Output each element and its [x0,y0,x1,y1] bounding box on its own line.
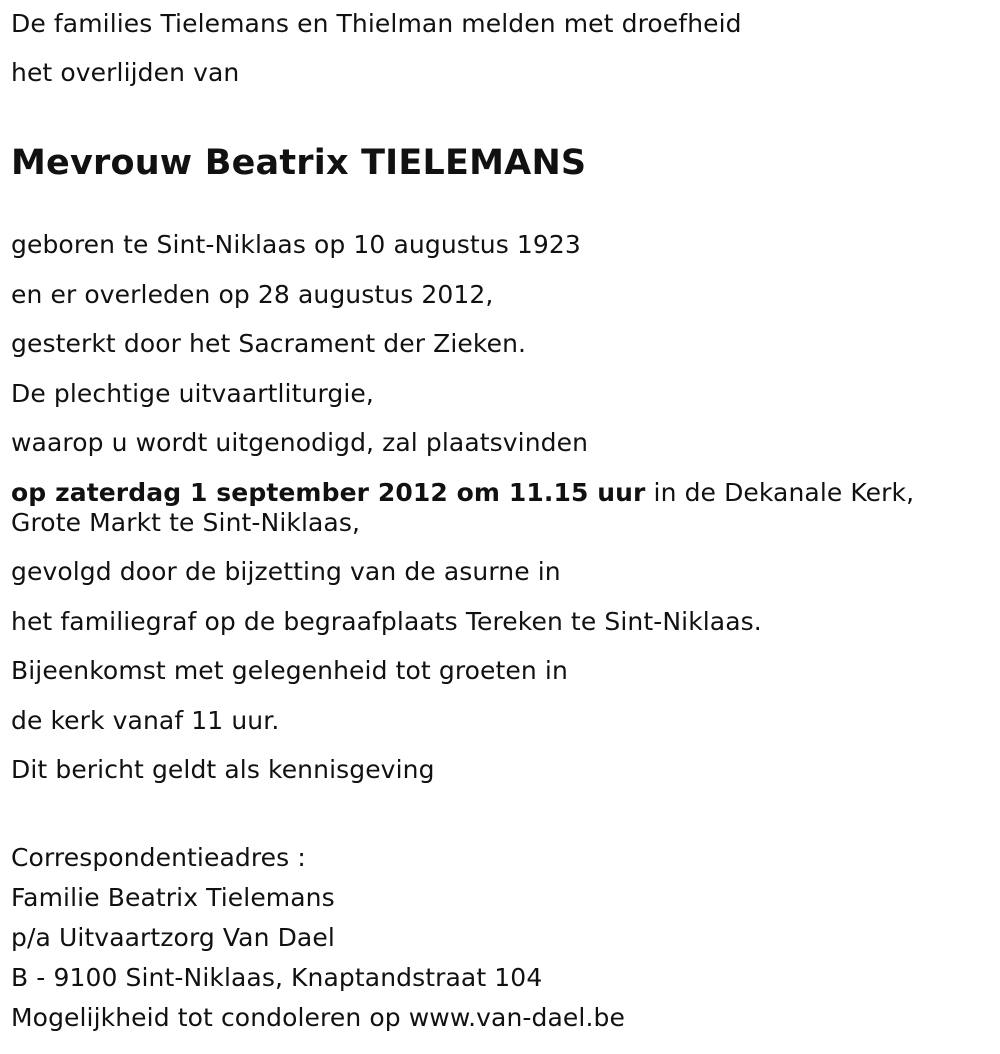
deceased-name: Mevrouw Beatrix TIELEMANS [11,143,587,183]
intro-line-1: De families Tielemans en Thielman melden met droefheid [11,9,742,38]
interment-line: gevolgd door de bijzetting van de asurne in [11,557,561,586]
gathering-line: Bijeenkomst met gelegenheid tot groeten in [11,656,568,685]
funeral-location: in de Dekanale Kerk, Grote Markt te Sint-Niklaas, [11,478,915,537]
obituary-notice [11,0,986,1033]
funeral-date-bold: op zaterdag 1 september 2012 om 11.15 uur [11,478,646,507]
liturgy-line: De plechtige uitvaartliturgie, [11,379,374,408]
grave-line: het familiegraf op de begraafplaats Tereken te Sint-Niklaas. [11,607,762,636]
condolence-line: Mogelijkheid tot condoleren op www.van-dael.be [11,1003,625,1032]
correspondence-address: B - 9100 Sint-Niklaas, Knaptandstraat 104 [11,963,543,992]
correspondence-care-of: p/a Uitvaartzorg Van Dael [11,923,335,952]
notice-line: Dit bericht geldt als kennisgeving [11,755,435,784]
correspondence-family: Familie Beatrix Tielemans [11,883,335,912]
sacrament-line: gesterkt door het Sacrament der Zieken. [11,329,527,358]
correspondence-heading: Correspondentieadres : [11,843,306,872]
church-time-line: de kerk vanaf 11 uur. [11,706,280,735]
invitation-line: waarop u wordt uitgenodigd, zal plaatsvinden [11,428,589,457]
intro-line-2: het overlijden van [11,58,240,87]
funeral-date-line [11,478,986,538]
death-line: en er overleden op 28 augustus 2012, [11,280,494,309]
birth-line: geboren te Sint-Niklaas op 10 augustus 1923 [11,230,581,259]
